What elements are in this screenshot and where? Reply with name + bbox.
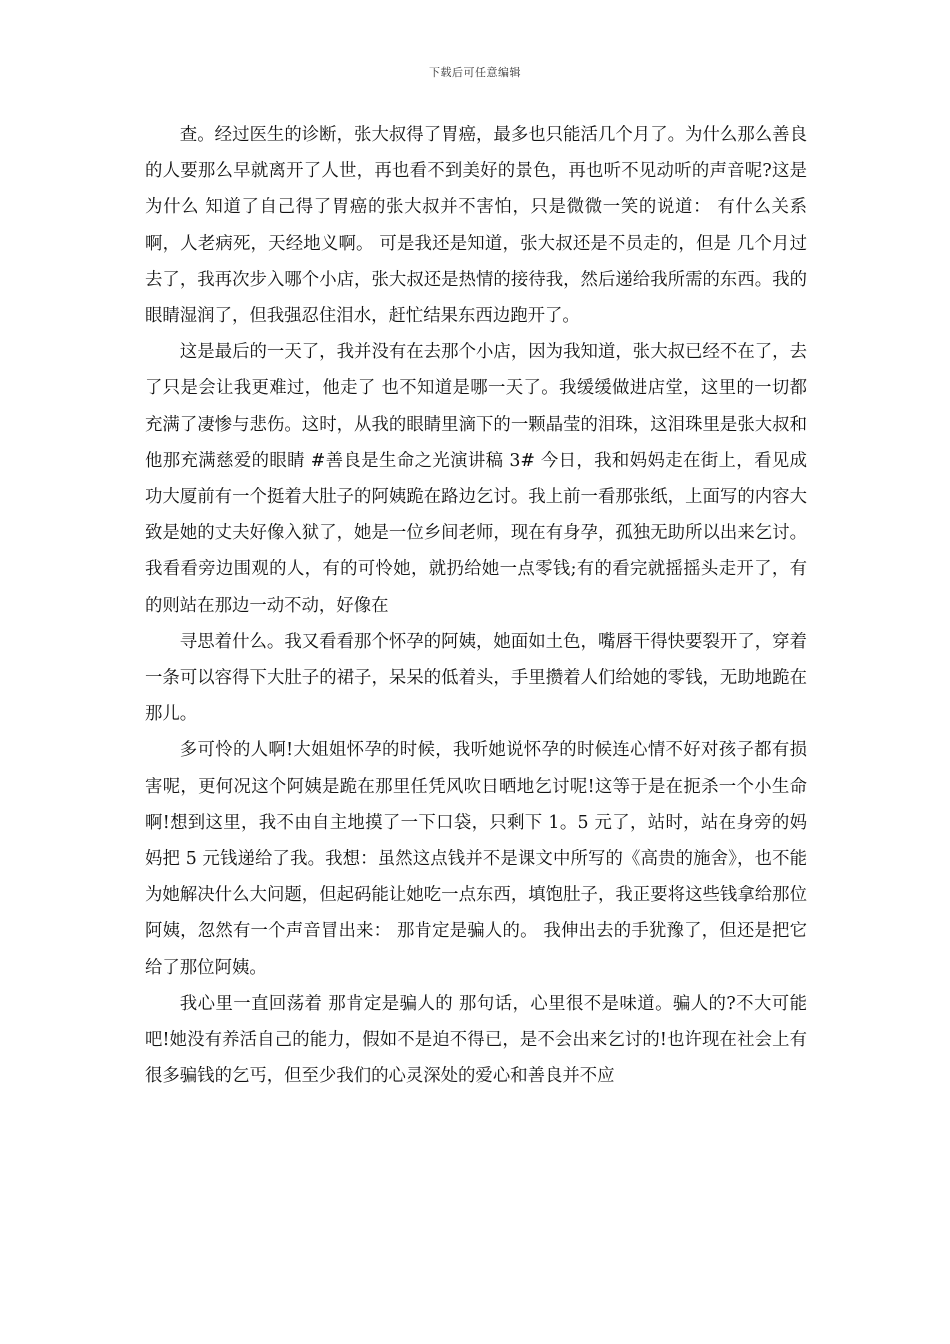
paragraph-3: 寻思着什么。我又看看那个怀孕的阿姨，她面如土色，嘴唇干得快要裂开了，穿着一条可以容得下大肚子的裙子，呆呆的低着头，手里攒着人们给她的零钱，无助地跪在那儿。 — [145, 631, 807, 725]
paragraph-2: 这是最后的一天了，我并没有在去那个小店，因为我知道，张大叔已经不在了，去了只是会让我更难过，他走了 也不知道是哪一天了。我缓缓做进店堂，这里的一切都充满了凄惨与悲伤。这时，从我的眼睛里滴下的一颗晶莹的泪珠，这泪珠里是张大叔和他那充满慈爱的眼睛 #善良是生命之光演讲稿 3# 今日，我和妈妈走在街上，看见成功大厦前有一个挺着大肚子的阿姨跪在路边乞讨。我上前一看那张纸，上面写的内容大致是她的丈夫好像入狱了，她是一位乡间老师，现在有身孕，孤独无助所以出来乞讨。我看看旁边围观的人，有的可怜她，就扔给她一点零钱;有的看完就摇摇头走开了，有的则站在那边一动不动，好像在 — [145, 342, 807, 616]
paragraph-5: 我心里一直回荡着 那肯定是骗人的 那句话，心里很不是味道。骗人的?不大可能吧!她没有养活自己的能力，假如不是迫不得已，是不会出来乞讨的!也许现在社会上有很多骗钱的乞丐，但至少我们的心灵深处的爱心和善良并不应 — [145, 993, 807, 1087]
paragraph-4: 多可怜的人啊!大姐姐怀孕的时候，我听她说怀孕的时候连心情不好对孩子都有损害呢，更何况这个阿姨是跪在那里任凭风吹日晒地乞讨呢!这等于是在扼杀一个小生命啊!想到这里，我不由自主地摸了一下口袋，只剩下 1。5 元了，站时，站在身旁的妈妈把 5 元钱递给了我。我想：虽然这点钱并不是课文中所写的《高贵的施舍》，也不能为她解决什么大问题，但起码能让她吃一点东西，填饱肚子，我正要将这些钱拿给那位阿姨，忽然有一个声音冒出来： 那肯定是骗人的。 我伸出去的手犹豫了，但还是把它给了那位阿姨。 — [145, 740, 807, 978]
paragraph-1: 查。经过医生的诊断，张大叔得了胃癌，最多也只能活几个月了。为什么那么善良的人要那么早就离开了人世，再也看不到美好的景色，再也听不见动听的声音呢?这是为什么 知道了自己得了胃癌的张大叔并不害怕，只是微微一笑的说道： 有什么关系啊，人老病死，天经地义啊。 可是我还是知道，张大叔还是不员走的，但是 几个月过去了，我再次步入哪个小店，张大叔还是热情的接待我，然后递给我所需的东西。我的眼睛湿润了，但我强忍住泪水，赶忙结果东西边跑开了。 — [145, 125, 807, 327]
document-body — [145, 117, 807, 1094]
page-header: 下载后可任意编辑 — [429, 66, 521, 79]
